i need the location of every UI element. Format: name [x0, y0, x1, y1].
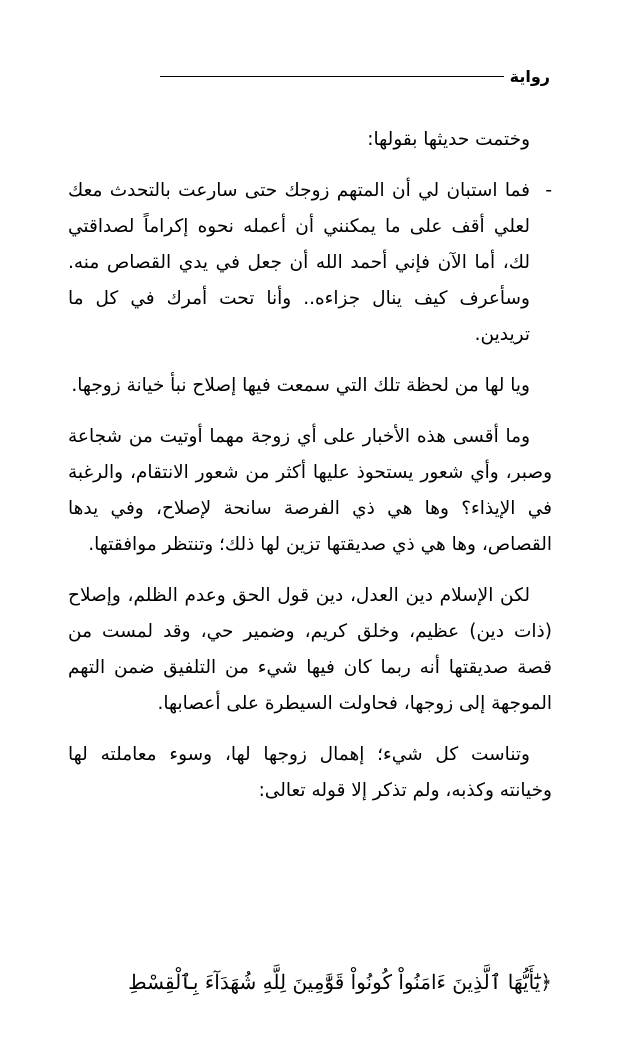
paragraph-intro: وختمت حديثها بقولها: [367, 129, 530, 150]
paragraph-news: وما أقسى هذه الأخبار على أي زوجة مهما أوتيت من شجاعة وصبر، وأي شعور يستحوذ عليها أكثر من شعور الانتقام، والرغبة في الإيذاء؟ وها هي ذي الفرصة سانحة لإصلاح، وفي يدها القصاص، وها هي ذي صديقتها تزين لها ذلك؛ وتنتظر موافقتها. [68, 426, 552, 555]
quran-verse: ﴿يَٰٓأَيُّهَا ٱلَّذِينَ ءَامَنُواْ كُونُواْ قَوَّٰمِينَ لِلَّهِ شُهَدَآءَ بِٱلْقِسْطِ [128, 970, 552, 994]
header-title: رواية [509, 66, 550, 86]
dialogue-dash: - [545, 180, 552, 201]
paragraph-moment: ويا لها من لحظة تلك التي سمعت فيها إصلاح نبأ خيانة زوجها. [71, 375, 530, 396]
paragraph-islam: لكن الإسلام دين العدل، دين قول الحق وعدم الظلم، وإصلاح (ذات دين) عظيم، وخلق كريم، وضمير حي، وقد لمست من قصة صديقتها أنه ربما كان فيها شيء من التلفيق ضمن التهم الموجهة إلى زوجها، فحاولت السيطرة على أعصابها. [68, 585, 552, 714]
body-text [68, 122, 552, 809]
header-rule [160, 76, 504, 77]
paragraph-dialogue [68, 173, 552, 353]
paragraph-forget: وتناست كل شيء؛ إهمال زوجها لها، وسوء معاملته لها وخيانته وكذبه، ولم تذكر إلا قوله تعالى: [68, 744, 552, 801]
dialogue-text: فما استبان لي أن المتهم زوجك حتى سارعت بالتحدث معك لعلي أقف على ما يمكنني أن أعمله نحوه إكراماً لصداقتي لك، أما الآن فإني أحمد الله أن جعل في يدي القصاص منه. وسأعرف كيف ينال جزاءه.. وأنا تحت أمرك في كل ما تريدين. [68, 180, 530, 345]
running-header [160, 62, 550, 90]
